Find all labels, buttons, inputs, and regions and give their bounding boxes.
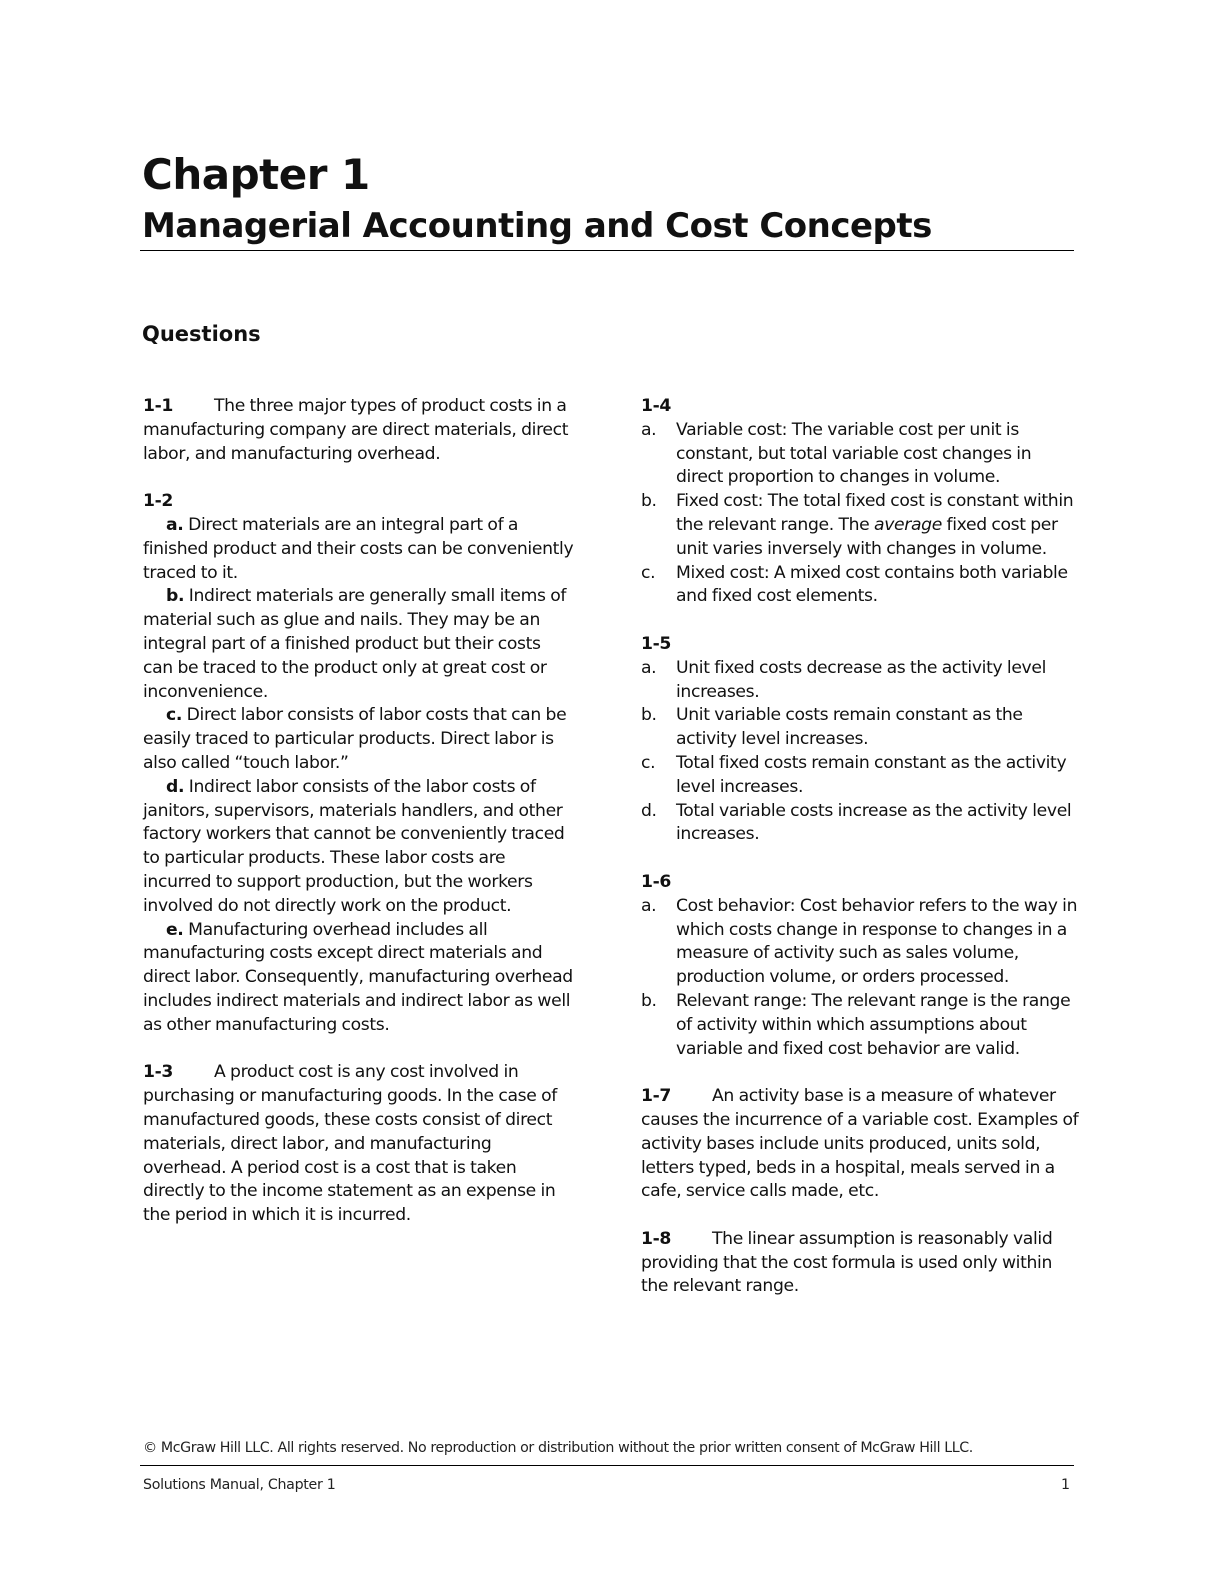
item-text [676,490,1081,561]
part-text: Manufacturing overhead includes all manufacturing costs except direct materials and direct labor. Consequently, manufacturing overhead includes indirect materials and indirect labor as well as other manufacturing costs. [143,919,573,1035]
question-1-7 [641,1085,1081,1204]
item-letter: c. [641,562,656,583]
question-number: 1-6 [641,871,672,892]
list-item [641,704,1081,752]
question-number: 1-2 [143,491,174,512]
question-number: 1-8 [641,1228,672,1249]
right-column [641,395,1081,1323]
item-letter: d. [641,800,657,821]
part-letter: b. [166,586,185,607]
part-letter: e. [166,919,184,940]
item-letter: b. [641,990,657,1011]
item-text-post: fixed cost per unit varies inversely with changes in volume. [676,514,1058,559]
question-number: 1-3 [143,1062,174,1083]
item-text: Relevant range: The relevant range is the range of activity within which assumptions about variable and fixed cost behavior are valid. [676,990,1071,1059]
part-text: Indirect materials are generally small items of material such as glue and nails. They may be an integral part of a finished product but their costs can be traced to the product only at great cost or inconvenience. [143,586,567,702]
question-text: A product cost is any cost involved in purchasing or manufacturing goods. In the case of manufactured goods, these costs consist of direct materials, direct labor, and manufacturing overhead. A period cost is a cost that is taken directly to the income statement as an expense in the period in which it is incurred. [143,1062,557,1226]
footer-title: Solutions Manual, Chapter 1 [143,1477,336,1493]
question-number: 1-1 [143,396,174,416]
part-text: Direct materials are an integral part of a finished product and their costs can be conveniently traced to it. [143,514,574,583]
question-1-6 [641,871,1081,1061]
page-number: 1 [1060,1477,1070,1493]
item-text: Mixed cost: A mixed cost contains both variable and fixed cost elements. [676,562,1068,607]
item-letter: c. [641,752,656,773]
footer-divider [140,1465,1074,1466]
list-item [641,990,1081,1061]
list-item [641,562,1081,610]
question-1-2 [143,490,575,1037]
title-divider [140,250,1074,251]
item-text: Variable cost: The variable cost per unit is constant, but total variable cost changes in direct proportion to changes in volume. [676,419,1032,488]
item-letter: a. [641,895,657,916]
item-text: Total fixed costs remain constant as the activity level increases. [676,752,1067,797]
list-item [641,490,1081,561]
section-heading: Questions [142,322,261,346]
item-text-pre: Fixed cost: The total fixed cost is constant within the relevant range. The [676,491,1074,535]
question-1-4 [641,395,1081,609]
item-letter: a. [641,657,657,678]
item-letter: b. [641,705,657,726]
question-number: 1-4 [641,396,672,416]
item-text: Cost behavior: Cost behavior refers to the way in which costs change in response to changes in a measure of activity such as sales volume, production volume, or orders processed. [676,895,1078,988]
item-letter: b. [641,491,657,512]
question-text: The three major types of product costs in a manufacturing company are direct materials, direct labor, and manufacturing overhead. [143,396,569,464]
question-1-8 [641,1228,1081,1299]
chapter-title: Chapter 1 [142,150,370,199]
list-item [641,752,1081,800]
question-number: 1-5 [641,633,672,654]
answer-part-e [143,919,575,1038]
answer-part-a [143,514,575,585]
chapter-subtitle: Managerial Accounting and Cost Concepts [142,206,932,246]
list-item [641,657,1081,705]
part-text: Direct labor consists of labor costs that can be easily traced to particular products. Direct labor is also called “touch labor.” [143,705,567,773]
answer-part-d [143,776,575,919]
part-letter: d. [166,776,185,797]
question-1-5 [641,633,1081,847]
item-text: Unit variable costs remain constant as the activity level increases. [676,705,1023,750]
item-text: Total variable costs increase as the activity level increases. [676,800,1072,845]
left-column [143,395,575,1252]
part-letter: c. [166,705,183,726]
question-number: 1-7 [641,1086,672,1107]
copyright-notice: © McGraw Hill LLC. All rights reserved. No reproduction or distribution without the prior written consent of McGraw Hill LLC. [143,1440,973,1456]
question-1-1 [143,395,575,466]
list-item [641,419,1081,490]
list-item [641,895,1081,990]
item-text-emphasis: average [874,514,942,535]
part-letter: a. [166,514,184,535]
answer-part-b [143,585,575,704]
question-text: The linear assumption is reasonably valid providing that the cost formula is used only within the relevant range. [641,1228,1053,1297]
answer-part-c [143,704,575,775]
item-letter: a. [641,419,657,440]
item-text: Unit fixed costs decrease as the activity level increases. [676,657,1047,702]
question-1-3 [143,1061,575,1228]
question-text: An activity base is a measure of whatever causes the incurrence of a variable cost. Examples of activity bases include units produced, units sold, letters typed, beds in a hospital, meals served in a cafe, service calls made, etc. [641,1086,1079,1202]
part-text: Indirect labor consists of the labor costs of janitors, supervisors, materials handlers, and other factory workers that cannot be conveniently traced to particular products. These labor costs are incurred to support production, but the workers involved do not directly work on the product. [143,776,565,916]
list-item [641,800,1081,848]
